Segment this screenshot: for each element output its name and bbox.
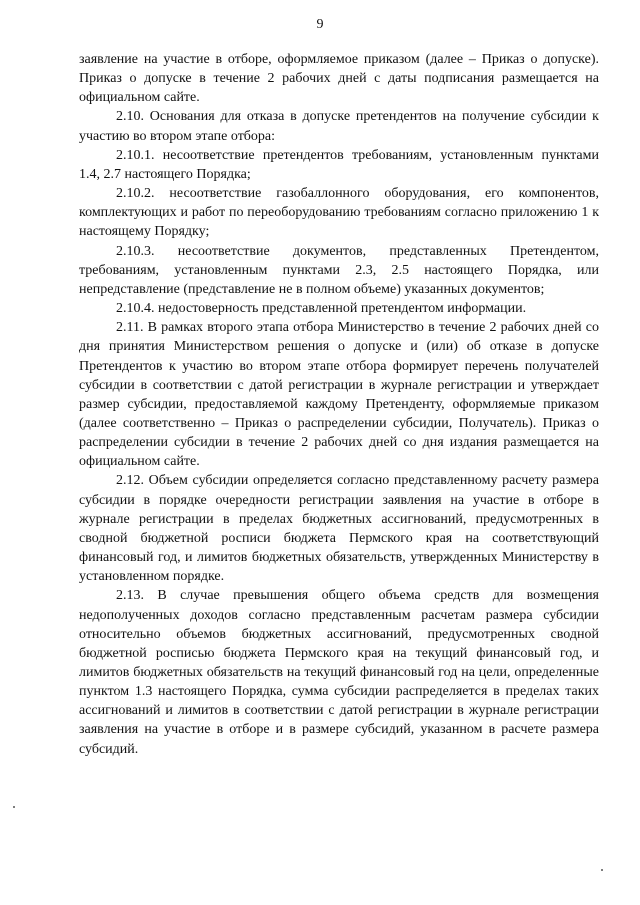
page-number: 9 (316, 17, 324, 32)
scan-speck (13, 806, 15, 808)
document-body (79, 50, 599, 759)
paragraph-continuation: заявление на участие в отборе, оформляемое приказом (далее – Приказ о допуске). Приказ о допуске в течение 2 рабочих дней с даты подписания размещается на официальном сайте. (79, 52, 599, 106)
paragraph-2-12: 2.12. Объем субсидии определяется согласно представленному расчету размера субсидии в порядке очередности регистрации заявления на участие в отборе в журнале регистрации в пределах бюджетных ассигнований, предусмотренных в сводной бюджетной росписи бюджета Пермского края на соответствующий финансовый год, и лимитов бюджетных обязательств, утвержденных Министерству в установленном порядке. (79, 473, 599, 585)
paragraph-2-10-2: 2.10.2. несоответствие газобаллонного оборудования, его компонентов, комплектующих и работ по переоборудованию требованиям согласно приложению 1 к настоящему Порядку; (79, 186, 599, 240)
paragraph-2-10-1: 2.10.1. несоответствие претендентов требованиям, установленным пунктами 1.4, 2.7 настоящего Порядка; (79, 147, 599, 182)
paragraph-2-11: 2.11. В рамках второго этапа отбора Министерство в течение 2 рабочих дней со дня принятия Министерством решения о допуске и (или) об отказе в допуске Претендентов к участию во втором этапе отбора формирует перечень получателей субсидии в соответствии с датой регистрации в журнале регистрации и утверждает размер субсидии, предоставляемой каждому Претенденту, оформляемые приказом (далее соответственно – Приказ о распределении субсидии, Получатель). Приказ о распределении субсидии в течение 2 рабочих дней со дня издания размещается на официальном сайте. (79, 320, 599, 470)
paragraph-2-10: 2.10. Основания для отказа в допуске претендентов на получение субсидии к участию во втором этапе отбора: (79, 109, 599, 144)
paragraph-2-13: 2.13. В случае превышения общего объема средств для возмещения недополученных доходов согласно представленным расчетам размера субсидии относительно объемов бюджетных ассигнований, предусмотренных сводной бюджетной росписью бюджета Пермского края на текущий финансовый год, и лимитов бюджетных обязательств на текущий финансовый год на цели, определенные пунктом 1.3 настоящего Порядка, сумма субсидии распределяется в пределах таких ассигнований и лимитов в соответствии с датой регистрации в журнале регистрации заявления на участие в отборе и в размере субсидий, указанном в расчете размера субсидий. (79, 588, 599, 757)
scan-speck (601, 869, 603, 871)
paragraph-2-10-4: 2.10.4. недостоверность представленной претендентом информации. (116, 301, 527, 317)
paragraph-2-10-3: 2.10.3. несоответствие документов, представленных Претендентом, требованиям, установленным пунктами 2.3, 2.5 настоящего Порядка, или непредставление (представление не в полном объеме) указанных документов; (79, 243, 599, 297)
